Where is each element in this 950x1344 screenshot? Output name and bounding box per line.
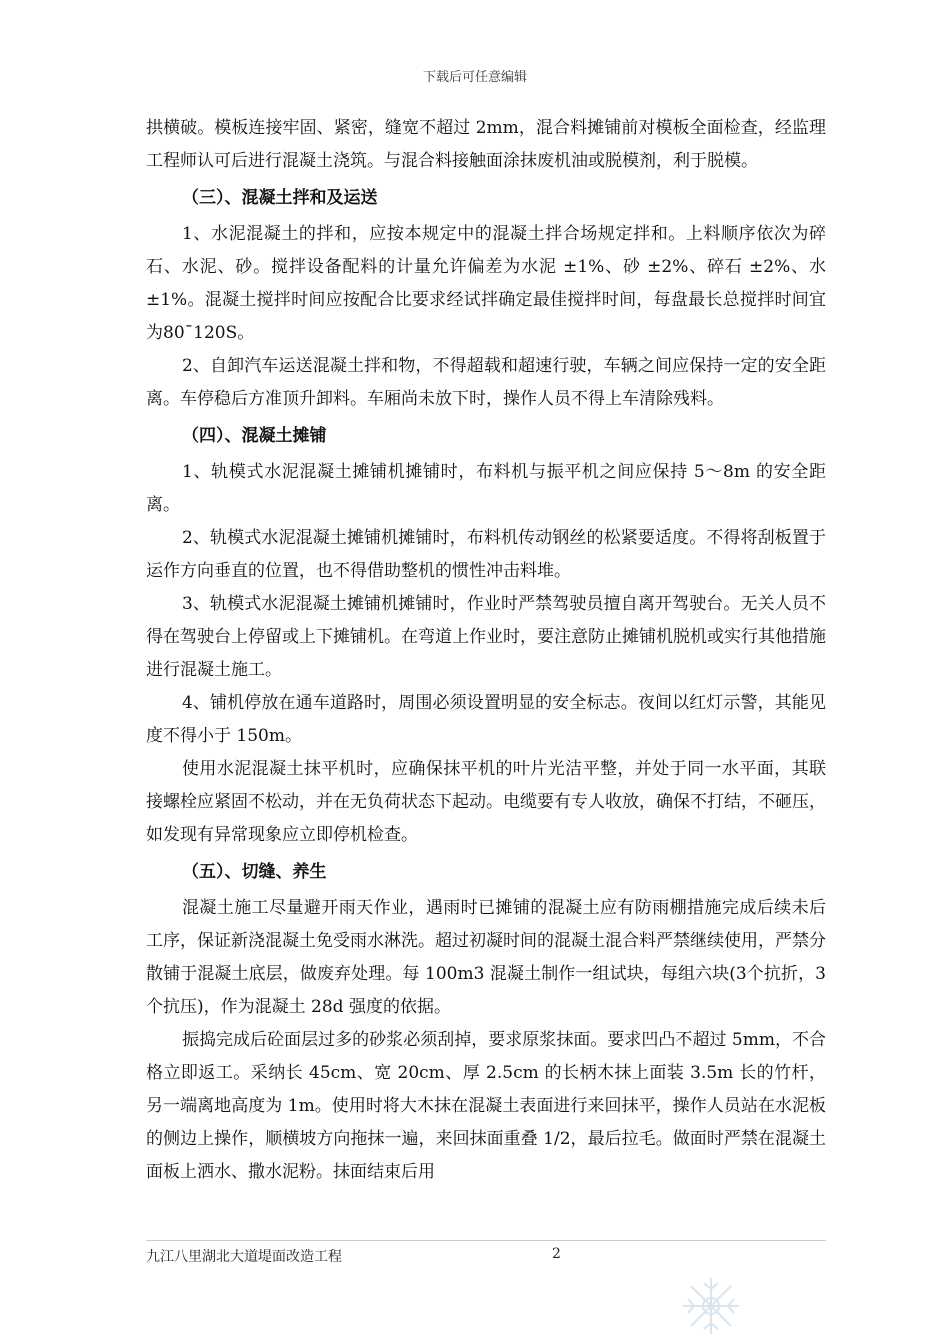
- section-heading: （四）、混凝土摊铺: [182, 426, 327, 446]
- snowflake-watermark-icon: [680, 1275, 742, 1337]
- paragraph: 2、轨模式水泥混凝土摊铺机摊铺时，布料机传动钢丝的松紧要适度。不得将刮板置于运作方向垂直的位置，也不得借助整机的惯性冲击料堆。: [146, 528, 826, 581]
- page-footer: [146, 1246, 826, 1266]
- paragraph: 混凝土施工尽量避开雨天作业，遇雨时已摊铺的混凝土应有防雨棚措施完成后续未后工序，保证新浇混凝土免受雨水淋洗。超过初凝时间的混凝土混合料严禁继续使用，严禁分散铺于混凝土底层，做废弃处理。每 100m3 混凝土制作一组试块，每组六块(3个抗折，3个抗压)，作为混凝土 28d 强度的依据。: [146, 898, 826, 1017]
- paragraph: 4、铺机停放在通车道路时，周围必须设置明显的安全标志。夜间以红灯示警，其能见度不得小于 150m。: [146, 693, 826, 746]
- document-body: [146, 112, 826, 1189]
- footer-divider: [146, 1240, 826, 1241]
- paragraph: 1、水泥混凝土的拌和，应按本规定中的混凝土拌合场规定拌和。上料顺序依次为碎石、水泥、砂。搅拌设备配料的计量允许偏差为水泥 ±1%、砂 ±2%、碎石 ±2%、水 ±1%。混凝土搅拌时间应按配合比要求经试拌确定最佳搅拌时间，每盘最长总搅拌时间宜为80¯120S。: [146, 224, 826, 343]
- page-header: 下载后可任意编辑: [422, 70, 527, 85]
- paragraph: 振捣完成后砼面层过多的砂浆必须刮掉，要求原浆抹面。要求凹凸不超过 5mm，不合格立即返工。采纳长 45cm、宽 20cm、厚 2.5cm 的长柄木抹上面装 3.5m 长的竹杆，另一端离地高度为 1m。使用时将大木抹在混凝土表面进行来回抹平，操作人员站在水泥板的侧边上操作，顺横坡方向拖抹一遍，来回抹面重叠 1/2，最后拉毛。做面时严禁在混凝土面板上洒水、撒水泥粉。抹面结束后用: [146, 1030, 826, 1182]
- footer-project-name: 九江八里湖北大道堤面改造工程: [146, 1249, 342, 1265]
- paragraph: 拱横破。模板连接牢固、紧密，缝宽不超过 2mm，混合料摊铺前对模板全面检查，经监理工程师认可后进行混凝土浇筑。与混合料接触面涂抹废机油或脱模剂，利于脱模。: [146, 118, 826, 171]
- paragraph: 使用水泥混凝土抹平机时，应确保抹平机的叶片光洁平整，并处于同一水平面，其联接螺栓应紧固不松动，并在无负荷状态下起动。电缆要有专人收放，确保不打结，不砸压，如发现有异常现象应立即停机检查。: [146, 759, 826, 845]
- paragraph: 3、轨模式水泥混凝土摊铺机摊铺时，作业时严禁驾驶员擅自离开驾驶台。无关人员不得在驾驶台上停留或上下摊铺机。在弯道上作业时，要注意防止摊铺机脱机或实行其他措施进行混凝土施工。: [146, 594, 826, 680]
- section-heading: （三）、混凝土拌和及运送: [182, 188, 378, 208]
- paragraph: 2、自卸汽车运送混凝土拌和物，不得超载和超速行驶，车辆之间应保持一定的安全距离。车停稳后方准顶升卸料。车厢尚未放下时，操作人员不得上车清除残料。: [146, 356, 826, 409]
- section-heading: （五）、切缝、养生: [182, 862, 327, 882]
- paragraph: 1、轨模式水泥混凝土摊铺机摊铺时，布料机与振平机之间应保持 5～8m 的安全距离。: [146, 462, 826, 515]
- page-number: 2: [552, 1246, 561, 1262]
